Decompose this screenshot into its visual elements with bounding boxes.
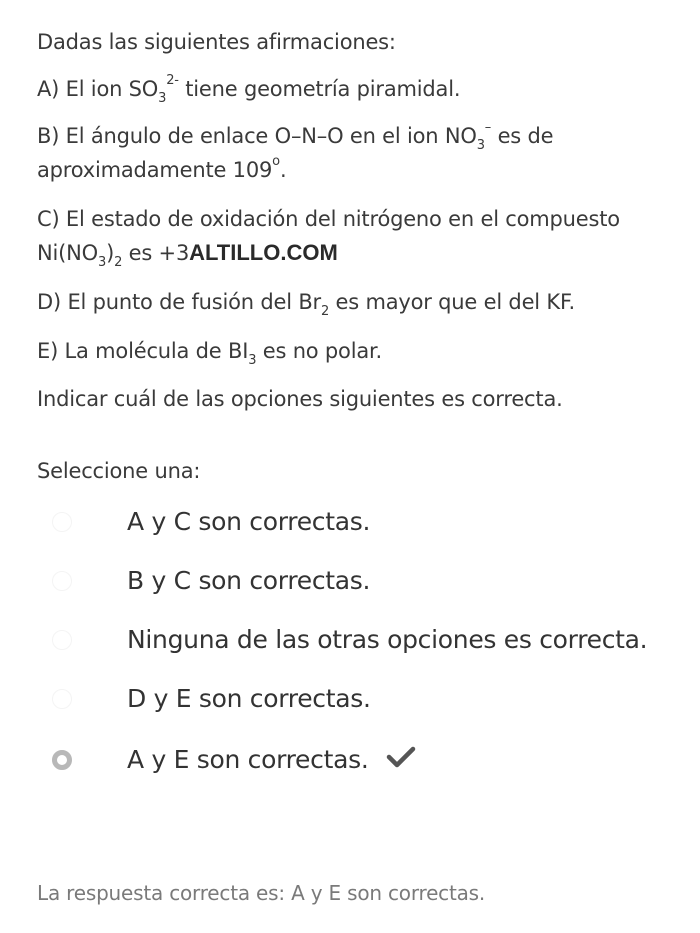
statement-a: A) El ion $SO_3^{2-}$ tiene geometría piramidal.	[37, 73, 461, 106]
radio-button[interactable]	[52, 630, 72, 650]
statement-e: E) La molécula de $BI_3$ es no polar.	[37, 339, 382, 368]
statement-d: D) El punto de fusión del $Br_2$ es mayor que el del KF.	[37, 290, 575, 319]
statement-c-line2: $Ni(NO_3)_2$ es +3ALTILLO.COM	[37, 240, 338, 270]
option-a-y-e[interactable]	[40, 738, 690, 782]
statement-b-line2: aproximadamente 109$^o$.	[37, 154, 287, 182]
radio-button-selected[interactable]	[52, 750, 72, 770]
statement-b: B) El ángulo de enlace O–N–O en el ion $NO_3^-$ es de	[37, 120, 554, 153]
option-label: Ninguna de las otras opciones es correcta.	[127, 625, 648, 654]
radio-button[interactable]	[52, 571, 72, 591]
statement-c: C) El estado de oxidación del nitrógeno en el compuesto	[37, 207, 620, 231]
option-b-y-c[interactable]	[40, 559, 690, 603]
correct-answer-feedback: La respuesta correcta es: A y E son correctas.	[37, 881, 486, 905]
option-label: B y C son correctas.	[127, 566, 371, 595]
option-label: D y E son correctas.	[127, 684, 371, 713]
select-prompt: Seleccione una:	[37, 459, 201, 483]
watermark: ALTILLO.COM	[189, 240, 338, 265]
option-label: A y C son correctas.	[127, 507, 371, 536]
radio-button[interactable]	[52, 689, 72, 709]
question-intro: Dadas las siguientes afirmaciones:	[37, 30, 396, 54]
question-instruction: Indicar cuál de las opciones siguientes es correcta.	[37, 387, 563, 411]
radio-button[interactable]	[52, 512, 72, 532]
option-d-y-e[interactable]	[40, 677, 690, 721]
option-a-y-c[interactable]	[40, 500, 690, 544]
option-ninguna[interactable]	[40, 618, 690, 662]
option-label: A y E son correctas.	[127, 745, 369, 774]
checkmark-icon	[386, 743, 416, 777]
